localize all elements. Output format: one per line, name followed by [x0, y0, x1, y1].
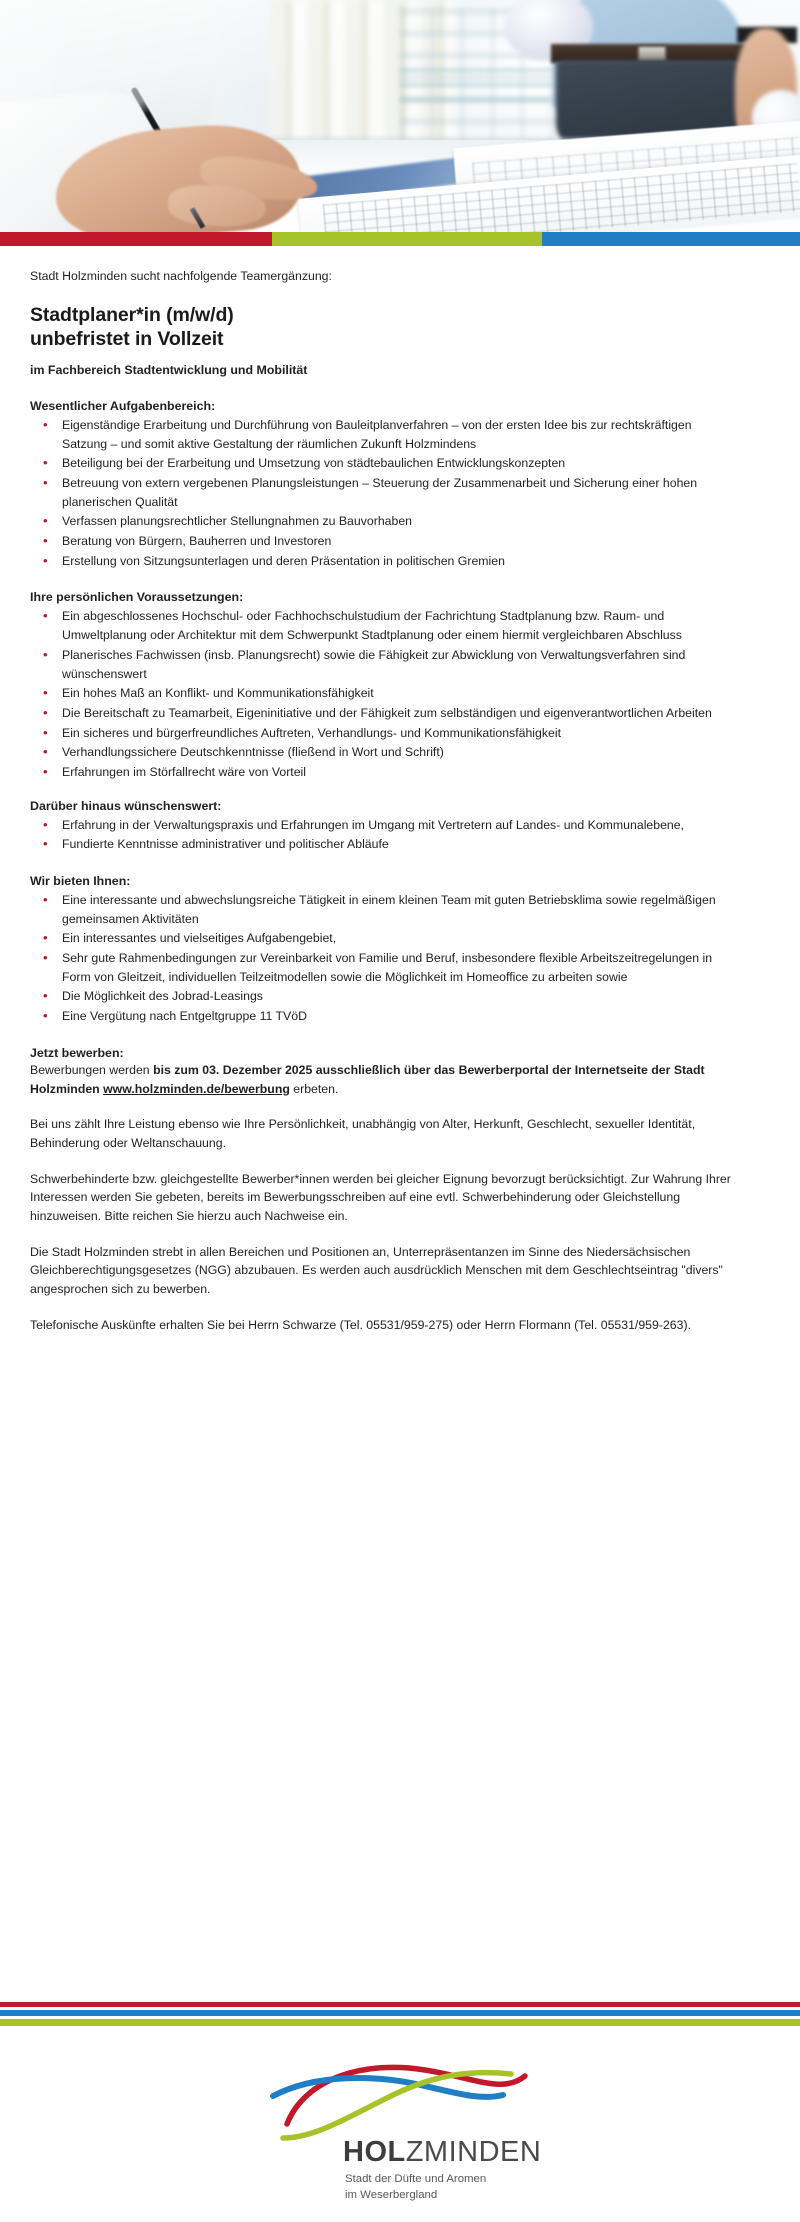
- page-title: [30, 303, 732, 352]
- equal-opportunity-paragraph: Bei uns zählt Ihre Leistung ebenso wie Ihre Persönlichkeit, unabhängig von Alter, Herkunft, Geschlecht, sexueller Identität, Behinderung oder Weltanschauung.: [30, 1117, 696, 1150]
- holzminden-logo: [225, 2038, 575, 2208]
- list-item: • Ein abgeschlossenes Hochschul- oder Fachhochschulstudium der Fachrichtung Stadtplanung bzw. Raum- und Umweltplanung oder Architektur mit dem Schwerpunkt Stadtplanung oder einem hiermit vergleichbaren Abschluss: [30, 607, 732, 644]
- logo-tagline-line-2: im Weserbergland: [345, 2188, 438, 2201]
- intro-line: Stadt Holzminden sucht nachfolgende Teamergänzung:: [30, 269, 332, 283]
- apply-text-bold: bis zum 03. Dezember 2025 ausschließlich über das Bewerberportal der Internetseite der Stadt Holzminden: [30, 1062, 705, 1096]
- top-bar-red-segment: [0, 232, 272, 246]
- disability-paragraph: Schwerbehinderte bzw. gleichgestellte Bewerber*innen werden bei gleicher Eignung bevorzugt berücksichtigt. Zur Wahrung Ihrer Interessen werden Sie gebeten, bereits im Bewerbungsschreiben auf eine evtl. Schwerbehinderung oder Gleichstellung hinzuweisen. Bitte reichen Sie hierzu auch Nachweise ein.: [30, 1171, 731, 1223]
- top-bar-green-segment: [272, 232, 542, 246]
- list-item: • Eine Vergütung nach Entgeltgruppe 11 TVöD: [30, 1007, 732, 1026]
- section-ihre-persoenlichen-voraussetzungen: [30, 590, 732, 781]
- footer-stripe-green: [0, 2019, 800, 2026]
- section-darueber-hinaus-wuenschenswert: [30, 799, 732, 854]
- list-item: • Verfassen planungsrechtlicher Stellungnahmen zu Bauvorhaben: [30, 512, 732, 531]
- section-heading: Ihre persönlichen Voraussetzungen:: [30, 590, 244, 605]
- section-bullet-list: [30, 607, 732, 781]
- top-bar-blue-segment: [542, 232, 800, 246]
- footer-logo-area: [0, 2026, 800, 2222]
- list-item: • Ein hohes Maß an Konflikt- und Kommunikationsfähigkeit: [30, 684, 732, 703]
- list-item: • Erfahrungen im Störfallrecht wäre von Vorteil: [30, 763, 732, 782]
- logo-tagline: [345, 2172, 486, 2203]
- job-subtitle: im Fachbereich Stadtentwicklung und Mobilität: [30, 362, 308, 377]
- section-bullet-list: [30, 416, 732, 571]
- job-title-line-1: Stadtplaner*in (m/w/d): [30, 303, 234, 326]
- list-item: • Die Bereitschaft zu Teamarbeit, Eigeninitiative und der Fähigkeit zum selbständigen und eigenverantwortlichen Arbeiten: [30, 704, 732, 723]
- list-item: • Fundierte Kenntnisse administrativer und politischer Abläufe: [30, 835, 732, 854]
- list-item: • Ein interessantes und vielseitiges Aufgabengebiet,: [30, 929, 732, 948]
- list-item: • Erfahrung in der Verwaltungspraxis und Erfahrungen im Umgang mit Vertretern auf Landes- und Kommunalebene,: [30, 816, 732, 835]
- footer-color-stripes: [0, 2002, 800, 2026]
- logo-wordmark: [343, 2138, 541, 2167]
- list-item: • Die Möglichkeit des Jobrad-Leasings: [30, 987, 732, 1006]
- section-heading: Darüber hinaus wünschenswert:: [30, 798, 222, 813]
- list-item: • Eine interessante und abwechslungsreiche Tätigkeit in einem kleinen Team mit guten Betriebsklima sowie regelmäßigen gemeinsamen Aktivitäten: [30, 891, 732, 928]
- list-item: • Erstellung von Sitzungsunterlagen und deren Präsentation in politischen Gremien: [30, 552, 732, 571]
- top-color-bar: [0, 232, 800, 246]
- apply-heading: Jetzt bewerben:: [30, 1045, 124, 1060]
- logo-wordmark-bold: HOL: [343, 2136, 406, 2168]
- contact-paragraph: Telefonische Auskünfte erhalten Sie bei Herrn Schwarze (Tel. 05531/959-275) oder Herrn Flormann (Tel. 05531/959-263).: [30, 1317, 691, 1332]
- logo-tagline-line-1: Stadt der Düfte und Aromen: [345, 2173, 487, 2185]
- list-item: • Beteiligung bei der Erarbeitung und Umsetzung von städtebaulichen Entwicklungskonzepten: [30, 454, 732, 473]
- list-item: • Betreuung von extern vergebenen Planungsleistungen – Steuerung der Zusammenarbeit und Sicherung einer hohen planerischen Qualität: [30, 474, 732, 511]
- section-bullet-list: [30, 891, 732, 1026]
- job-title-line-2: unbefristet in Vollzeit: [30, 328, 224, 351]
- hero-photo: [0, 0, 800, 232]
- list-item: • Beratung von Bürgern, Bauherren und Investoren: [30, 532, 732, 551]
- section-heading: Wir bieten Ihnen:: [30, 874, 131, 889]
- list-item: • Eigenständige Erarbeitung und Durchführung von Bauleitplanverfahren – von der ersten Idee bis zur rechtskräftigen Satzung – und somit aktive Gestaltung der räumlichen Zukunft Holzmindens: [30, 416, 732, 453]
- advertisement-content: [0, 246, 800, 1334]
- section-wesentlicher-aufgabenbereich: [30, 399, 732, 571]
- list-item: • Verhandlungssichere Deutschkenntnisse (fließend in Wort und Schrift): [30, 743, 732, 762]
- ngg-paragraph: Die Stadt Holzminden strebt in allen Bereichen und Positionen an, Unterrepräsentanzen im Sinne des Niedersächsischen Gleichberechtigungsgesetzes (NGG) abzubauen. Es werden auch ausdrücklich Menschen mit dem Geschlechtseintrag "divers" angesprochen sich zu bewerben.: [30, 1244, 723, 1297]
- section-wir-bieten-ihnen: [30, 874, 732, 1026]
- footer: [0, 2002, 800, 2222]
- application-portal-link[interactable]: www.holzminden.de/bewerbung: [103, 1081, 290, 1096]
- section-heading: Wesentlicher Aufgabenbereich:: [30, 398, 216, 413]
- apply-paragraph: [30, 1061, 732, 1098]
- list-item: • Planerisches Fachwissen (insb. Planungsrecht) sowie die Fähigkeit zur Abwicklung von Verwaltungsverfahren sind wünschenswert: [30, 646, 732, 683]
- list-item: • Sehr gute Rahmenbedingungen zur Vereinbarkeit von Familie und Beruf, insbesondere flexible Arbeitszeitregelungen in Form von Gleitzeit, individuellen Teilzeitmodellen sowie die Möglichkeit im Homeoffice zu arbeiten sowie: [30, 949, 732, 986]
- logo-wordmark-rest: ZMINDEN: [405, 2136, 542, 2168]
- background-teal-band: [400, 68, 565, 108]
- list-item: • Ein sicheres und bürgerfreundliches Auftreten, Verhandlungs- und Kommunikationsfähigkeit: [30, 724, 732, 743]
- apply-text-before: Bewerbungen werden: [30, 1062, 154, 1077]
- section-bullet-list: [30, 816, 732, 854]
- apply-text-after: erbeten.: [289, 1081, 339, 1096]
